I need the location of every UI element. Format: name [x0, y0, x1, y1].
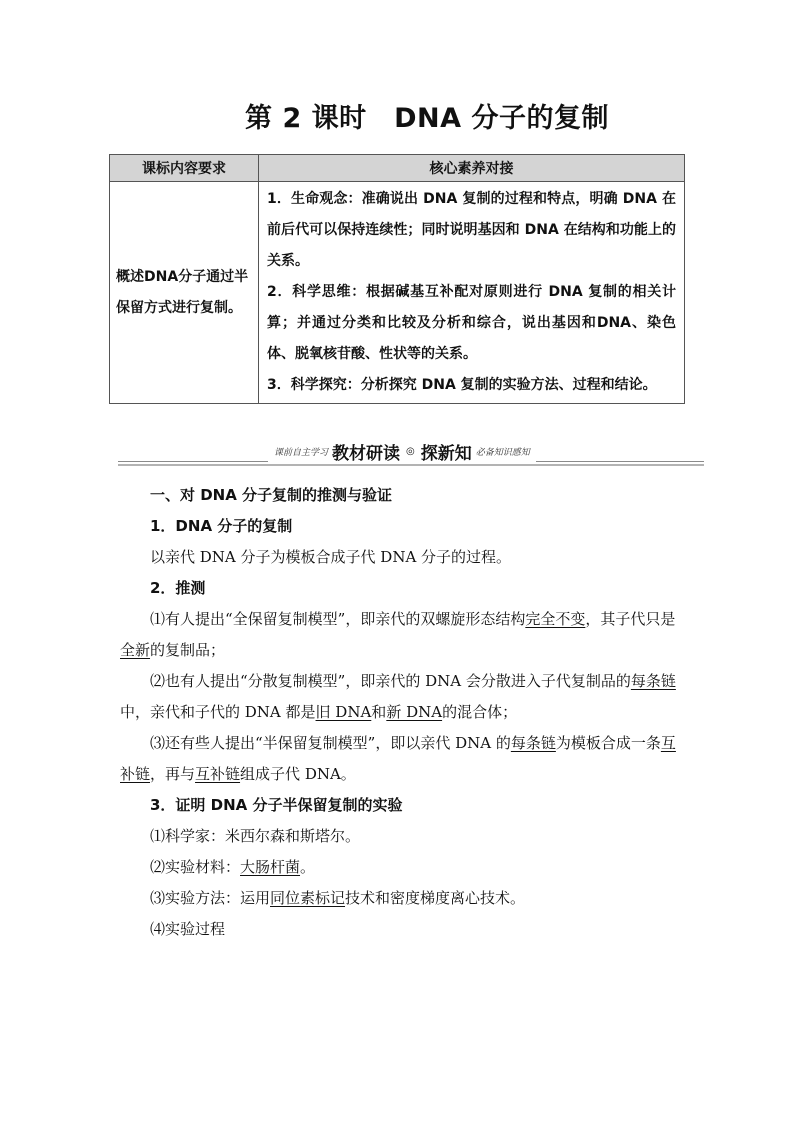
answer-blank: 大肠杆菌: [240, 858, 301, 876]
literacy-cell: [259, 182, 685, 404]
experiment-scientists: ⑴科学家：米西尔森和斯塔尔。: [150, 827, 361, 845]
answer-blank: 每条链: [630, 672, 676, 690]
answer-blank: 互补链: [195, 765, 241, 783]
literacy-item-1: 1．生命观念：准确说出 DNA 复制的过程和特点，明确 DNA 在前后代可以保持连续性；同时说明基因和 DNA 在结构和功能上的关系。: [267, 191, 676, 269]
subheading-replication: 1．DNA 分子的复制: [150, 517, 293, 535]
text-segment: 为模板合成一条: [555, 734, 661, 752]
answer-blank: 新 DNA: [386, 703, 443, 721]
hypothesis-conservative: [120, 604, 680, 666]
section-banner: [118, 440, 704, 468]
text-segment: 的复制品；: [150, 641, 226, 659]
text-segment: ⑵实验材料：: [150, 858, 241, 876]
text-segment: ⑵也有人提出“分散复制模型”，即亲代的 DNA 会分散进入子代复制品的: [150, 672, 631, 690]
banner-divider-thick: [118, 464, 704, 466]
table-header-row: [110, 155, 685, 182]
text-segment: ⑶实验方法：运用: [150, 889, 271, 907]
text-segment: ⑶还有些人提出“半保留复制模型”，即以亲代 DNA 的: [150, 734, 511, 752]
text-segment: 组成子代 DNA。: [240, 765, 356, 783]
text-segment: 的混合体；: [442, 703, 518, 721]
requirement-cell: 概述DNA分子通过半保留方式进行复制。: [110, 182, 259, 404]
text-segment: 中，亲代和子代的 DNA 都是: [120, 703, 316, 721]
replication-definition: 以亲代 DNA 分子为模板合成子代 DNA 分子的过程。: [150, 548, 512, 566]
hypothesis-semiconservative: [120, 728, 680, 790]
experiment-process: ⑷实验过程: [150, 920, 226, 938]
subheading-hypotheses: 2．推测: [150, 579, 206, 597]
banner-label: [268, 440, 536, 462]
hypothesis-dispersive: [120, 666, 680, 728]
banner-title-2: 探新知: [420, 443, 472, 464]
text-segment: ，再与: [150, 765, 196, 783]
literacy-item-3: 3．科学探究：分析探究 DNA 复制的实验方法、过程和结论。: [267, 377, 657, 393]
header-curriculum-requirements: 课标内容要求: [110, 155, 259, 182]
text-segment: 技术和密度梯度离心技术。: [345, 889, 526, 907]
banner-right-caption: 必备知识感知: [475, 447, 530, 458]
answer-blank: 全新: [120, 641, 151, 659]
page-title: 第 2 课时 DNA 分子的复制: [245, 103, 609, 134]
section-heading: 一、对 DNA 分子复制的推测与验证: [150, 486, 393, 504]
experiment-material: [120, 852, 680, 883]
literacy-item-2: 2．科学思维：根据碱基互补配对原则进行 DNA 复制的相关计算；并通过分类和比较及分析和综合，说出基因和DNA、染色体、脱氧核苷酸、性状等的关系。: [267, 284, 676, 362]
answer-blank: 旧 DNA: [315, 703, 372, 721]
banner-left-caption: 课前自主学习: [274, 447, 329, 458]
banner-separator-icon: ◎: [406, 445, 415, 457]
experiment-method: [120, 883, 680, 914]
answer-blank: 完全不变: [525, 610, 586, 628]
text-segment: 。: [300, 858, 316, 876]
main-content: [120, 480, 680, 945]
header-core-literacy: 核心素养对接: [259, 155, 685, 182]
subheading-experiment: 3．证明 DNA 分子半保留复制的实验: [150, 796, 403, 814]
banner-title-1: 教材研读: [332, 443, 401, 464]
table-row: [110, 182, 685, 404]
requirements-table: [109, 154, 685, 404]
text-segment: ，其子代只是: [585, 610, 676, 628]
answer-blank: 互补链: [120, 734, 676, 783]
text-segment: 和: [371, 703, 387, 721]
text-segment: ⑴有人提出“全保留复制模型”，即亲代的双螺旋形态结构: [150, 610, 526, 628]
answer-blank: 同位素标记: [270, 889, 346, 907]
answer-blank: 每条链: [510, 734, 556, 752]
